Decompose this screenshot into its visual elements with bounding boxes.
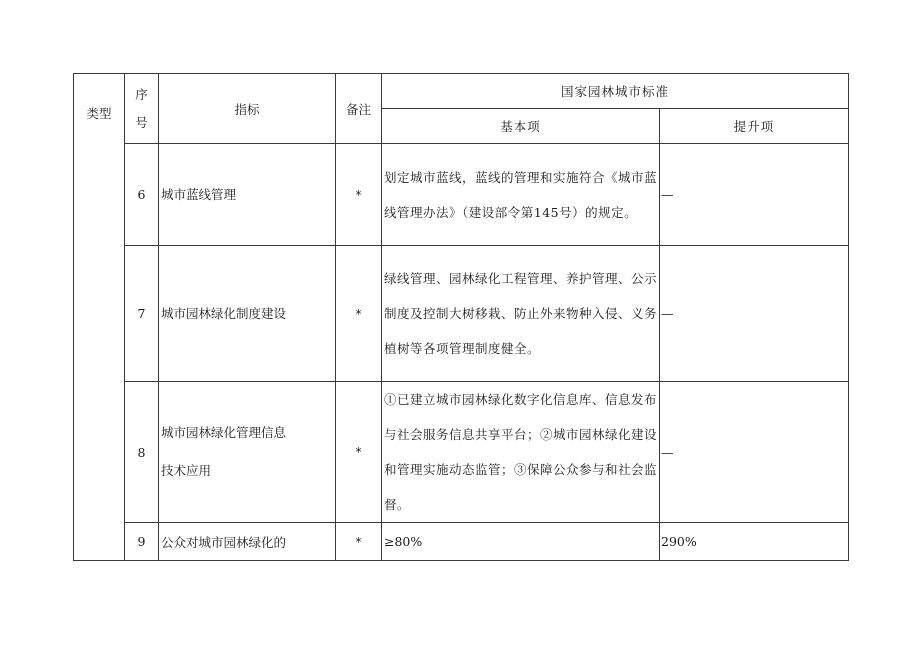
row-seq: 7 — [125, 246, 159, 382]
row-seq: 8 — [125, 382, 159, 523]
row-remark: * — [336, 246, 382, 382]
row-basic: 划定城市蓝线，蓝线的管理和实施符合《城市蓝线管理办法》（建设部令第145号）的规定。 — [382, 144, 660, 246]
row-indicator-line2: 技术应用 — [161, 463, 212, 478]
seq-header — [125, 74, 159, 144]
table-row — [74, 382, 849, 523]
type-header: 类型 — [86, 106, 112, 121]
row-seq: 6 — [125, 144, 159, 246]
table-row — [74, 144, 849, 246]
row-upgrade: 290% — [660, 523, 849, 561]
indicator-header — [159, 74, 336, 144]
row-indicator-line1: 城市园林绿化管理信息 — [161, 425, 287, 440]
standard-header-label: 国家园林城市标准 — [561, 84, 670, 99]
row-indicator: 城市蓝线管理 — [159, 144, 336, 246]
row-seq: 9 — [125, 523, 159, 561]
remark-header — [336, 74, 382, 144]
row-remark: * — [336, 144, 382, 246]
type-column — [74, 74, 125, 561]
remark-header-label: 备注 — [345, 101, 371, 117]
row-remark: * — [336, 382, 382, 523]
row-basic: 绿线管理、园林绿化工程管理、养护管理、公示制度及控制大树移栽、防止外来物种入侵、义务植树等各项管理制度健全。 — [382, 246, 660, 382]
standard-header — [382, 74, 849, 109]
row-upgrade: — — [660, 382, 849, 523]
table-row — [74, 246, 849, 382]
standards-table — [73, 73, 849, 561]
row-indicator — [159, 382, 336, 523]
row-remark: * — [336, 523, 382, 561]
table-row — [74, 523, 849, 561]
row-upgrade: — — [660, 246, 849, 382]
seq-header-line1: 序 — [135, 86, 148, 102]
seq-header-line2: 号 — [135, 114, 148, 130]
basic-header — [382, 109, 660, 144]
row-indicator: 公众对城市园林绿化的 — [159, 523, 336, 561]
basic-header-label: 基本项 — [500, 119, 541, 134]
upgrade-header-label: 提升项 — [733, 119, 775, 134]
row-basic: ≥80% — [382, 523, 660, 561]
row-basic: ①已建立城市园林绿化数字化信息库、信息发布与社会服务信息共享平台；②城市园林绿化建设和管理实施动态监管；③保障公众参与和社会监督。 — [382, 382, 660, 523]
upgrade-header — [660, 109, 849, 144]
row-indicator: 城市园林绿化制度建设 — [159, 246, 336, 382]
row-upgrade: — — [660, 144, 849, 246]
indicator-header-label: 指标 — [234, 101, 260, 117]
